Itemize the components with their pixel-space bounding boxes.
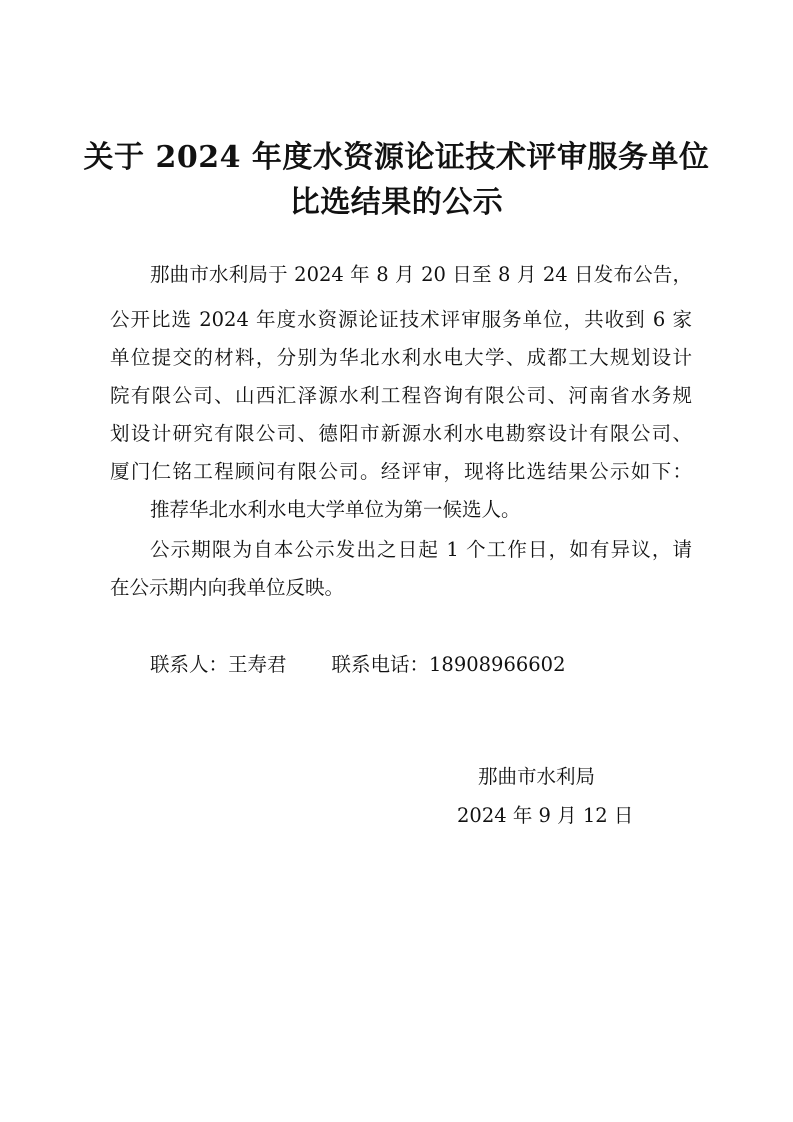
paragraph-1-line-2: 公开比选 2024 年度水资源论证技术评审服务单位，共收到 6 家 [110, 308, 692, 331]
signature-date: 2024 年 9 月 12 日 [457, 804, 634, 827]
signature-organization: 那曲市水利局 [478, 765, 596, 788]
paragraph-1-line-6: 厦门仁铭工程顾问有限公司。经评审，现将比选结果公示如下： [110, 460, 692, 483]
document-title-line-1: 关于 2024 年度水资源论证技术评审服务单位 [83, 140, 710, 175]
paragraph-3-line-1: 公示期限为自本公示发出之日起 1 个工作日，如有异议，请 [150, 538, 692, 561]
paragraph-3-line-2: 在公示期内向我单位反映。 [110, 576, 345, 599]
paragraph-1-line-5: 划设计研究有限公司、德阳市新源水利水电勘察设计有限公司、 [110, 422, 692, 445]
paragraph-1-line-4: 院有限公司、山西汇泽源水利工程咨询有限公司、河南省水务规 [110, 384, 692, 407]
contact-phone: 联系电话：18908966602 [331, 653, 566, 676]
paragraph-1-line-1: 那曲市水利局于 2024 年 8 月 20 日至 8 月 24 日发布公告， [150, 263, 692, 286]
contact-info [150, 655, 566, 675]
contact-person: 联系人：王寿君 [150, 653, 287, 676]
document-title-line-2: 比选结果的公示 [289, 185, 504, 220]
paragraph-1-line-3: 单位提交的材料，分别为华北水利水电大学、成都工大规划设计 [110, 346, 692, 369]
paragraph-2: 推荐华北水利水电大学单位为第一候选人。 [150, 498, 521, 521]
